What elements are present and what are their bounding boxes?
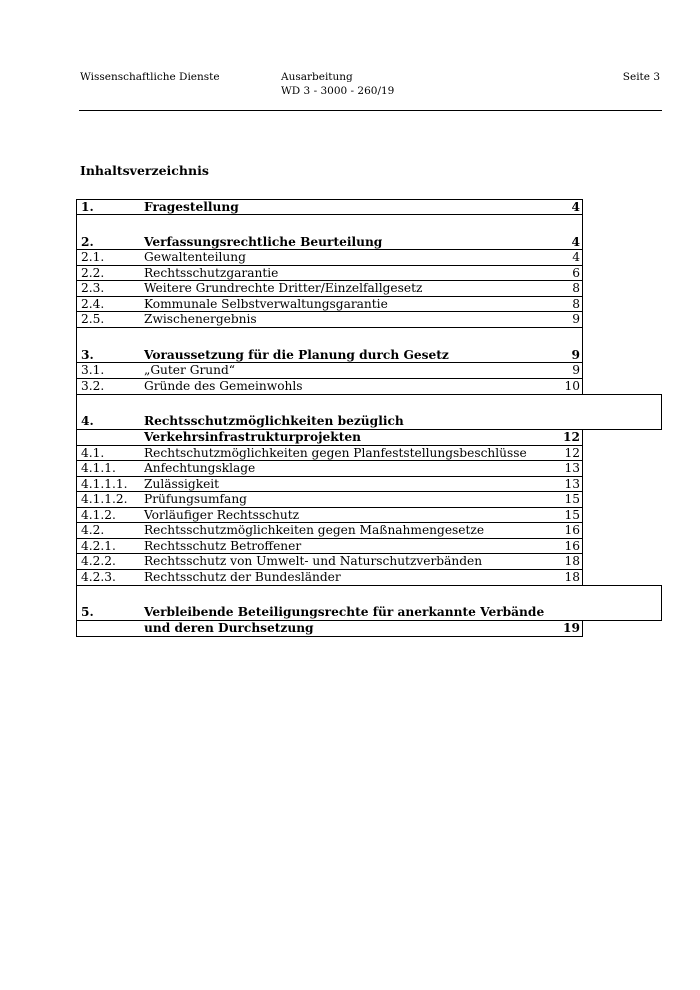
toc-entry-2-3[interactable] [76, 281, 583, 297]
toc-title: Inhaltsverzeichnis [80, 163, 209, 178]
toc-entry-page: 9 [572, 312, 580, 326]
toc-entry-text: Prüfungsumfang [144, 492, 247, 506]
toc-entry-text: Gewaltenteilung [144, 250, 246, 264]
toc-entry-number: 1. [81, 200, 94, 214]
header-rule [79, 110, 662, 111]
toc-entry-page: 18 [564, 554, 580, 568]
toc-entry-page: 10 [564, 378, 580, 393]
toc-entry-1[interactable] [76, 199, 583, 215]
toc-entry-number: 4.2.2. [81, 554, 116, 568]
toc-entry-page: 6 [572, 265, 580, 280]
toc-entry-number: 4.1.1. [81, 461, 116, 475]
toc-entry-number: 3.1. [81, 363, 105, 377]
toc-entry-text: Weitere Grundrechte Dritter/Einzelfallgesetz [144, 281, 423, 295]
toc-entry-text: Verfassungsrechtliche Beurteilung [144, 234, 383, 249]
toc-entry-page: 13 [564, 461, 580, 475]
toc-entry-text: Vorläufiger Rechtsschutz [144, 507, 300, 522]
toc-entry-page: 4 [571, 200, 580, 214]
toc-entry-4-1-1-1[interactable] [76, 477, 583, 493]
toc-entry-2-1[interactable] [76, 250, 583, 266]
toc-entry-text-continued: Verkehrsinfrastrukturprojekten [144, 430, 361, 444]
toc-entry-number: 3.2. [81, 378, 105, 393]
toc-entry-number: 4.2.3. [81, 569, 116, 584]
toc-entry-page: 9 [572, 363, 580, 377]
toc-entry-page: 12 [564, 445, 580, 460]
toc-entry-2-4[interactable] [76, 297, 583, 313]
toc-entry-text: Verbleibende Beteiligungsrechte für anerkannte Verbände [144, 604, 545, 619]
toc-entry-text: Zwischenergebnis [144, 312, 257, 326]
toc-entry-page: 16 [564, 538, 580, 553]
toc-entry-text-continued: und deren Durchsetzung [144, 621, 314, 635]
toc-entry-4-2[interactable] [76, 523, 583, 539]
toc-entry-number: 3. [81, 347, 94, 362]
toc-entry-text: Anfechtungsklage [144, 461, 256, 475]
toc-entry-3[interactable] [76, 348, 583, 364]
toc-entry-2-2[interactable] [76, 266, 583, 282]
header-document-info [281, 70, 394, 98]
toc-entry-4-2-3[interactable] [76, 570, 583, 586]
header-doc-type: Ausarbeitung [281, 71, 353, 83]
toc-entry-number: 4.1.1.2. [81, 492, 128, 506]
toc-entry-number: 2.3. [81, 281, 105, 295]
toc-entry-2-5[interactable] [76, 312, 583, 328]
toc-entry-page: 8 [572, 296, 580, 311]
toc-entry-number: 4.1. [81, 445, 105, 460]
toc-entry-text: Rechtschutzmöglichkeiten gegen Planfeststellungsbeschlüsse [144, 445, 527, 460]
toc-entry-number: 4.1.1.1. [81, 476, 128, 491]
toc-entry-text: Gründe des Gemeinwohls [144, 378, 303, 393]
toc-entry-number: 4. [81, 413, 94, 428]
toc-entry-5-continued[interactable] [76, 621, 583, 637]
toc-entry-page: 4 [572, 250, 580, 264]
toc-entry-page: 18 [564, 569, 580, 584]
toc-entry-number: 4.2.1. [81, 538, 116, 553]
toc-entry-page: 4 [571, 234, 580, 249]
toc-entry-4-1-2[interactable] [76, 508, 583, 524]
toc-entry-number: 4.1.2. [81, 507, 116, 522]
toc-entry-number: 4.2. [81, 523, 105, 537]
toc-entry-4-continued[interactable] [76, 430, 583, 446]
toc-entry-4-1[interactable] [76, 446, 583, 462]
header-page-number: Seite 3 [622, 71, 660, 83]
toc-entry-text: Rechtsschutz Betroffener [144, 538, 302, 553]
toc-entry-3-2[interactable] [76, 379, 583, 395]
toc-entry-5[interactable] [76, 585, 662, 621]
header-department: Wissenschaftliche Dienste [80, 71, 220, 83]
toc-entry-page: 9 [571, 347, 580, 362]
toc-entry-3-1[interactable] [76, 363, 583, 379]
toc-entry-text: Rechtsschutz von Umwelt- und Naturschutzverbänden [144, 554, 483, 568]
toc-entry-text: Fragestellung [144, 200, 239, 214]
toc-entry-number: 2.4. [81, 296, 105, 311]
toc-entry-number: 5. [81, 604, 94, 619]
toc-entry-number: 2. [81, 234, 94, 249]
toc-entry-text: Rechtsschutzgarantie [144, 265, 279, 280]
toc-entry-text: Rechtsschutzmöglichkeiten gegen Maßnahmengesetze [144, 523, 485, 537]
toc-entry-text: Zulässigkeit [144, 476, 220, 491]
toc-entry-page: 12 [563, 430, 580, 444]
toc-entry-page: 19 [563, 621, 580, 635]
toc-entry-number: 2.5. [81, 312, 105, 326]
toc-entry-2[interactable] [76, 235, 583, 251]
toc-entry-4-2-2[interactable] [76, 554, 583, 570]
toc-entry-text: Kommunale Selbstverwaltungsgarantie [144, 296, 388, 311]
toc-entry-number: 2.1. [81, 250, 105, 264]
toc-entry-page: 8 [572, 281, 580, 295]
header-doc-number: WD 3 - 3000 - 260/19 [281, 85, 395, 97]
toc-entry-page: 13 [564, 476, 580, 491]
toc-entry-number: 2.2. [81, 265, 105, 280]
toc-entry-text: Voraussetzung für die Planung durch Gesetz [144, 347, 449, 362]
toc-gap [76, 328, 583, 348]
toc-entry-4-1-1-2[interactable] [76, 492, 583, 508]
table-of-contents [76, 199, 662, 637]
toc-entry-4-1-1[interactable] [76, 461, 583, 477]
toc-entry-text: Rechtsschutzmöglichkeiten bezüglich [144, 413, 404, 428]
toc-entry-page: 15 [564, 507, 580, 522]
toc-entry-text: Rechtsschutz der Bundesländer [144, 569, 341, 584]
toc-entry-page: 15 [564, 492, 580, 506]
toc-entry-text: „Guter Grund“ [144, 363, 236, 377]
toc-entry-4-2-1[interactable] [76, 539, 583, 555]
toc-entry-4[interactable] [76, 394, 662, 430]
toc-gap [76, 215, 583, 235]
toc-entry-page: 16 [564, 523, 580, 537]
